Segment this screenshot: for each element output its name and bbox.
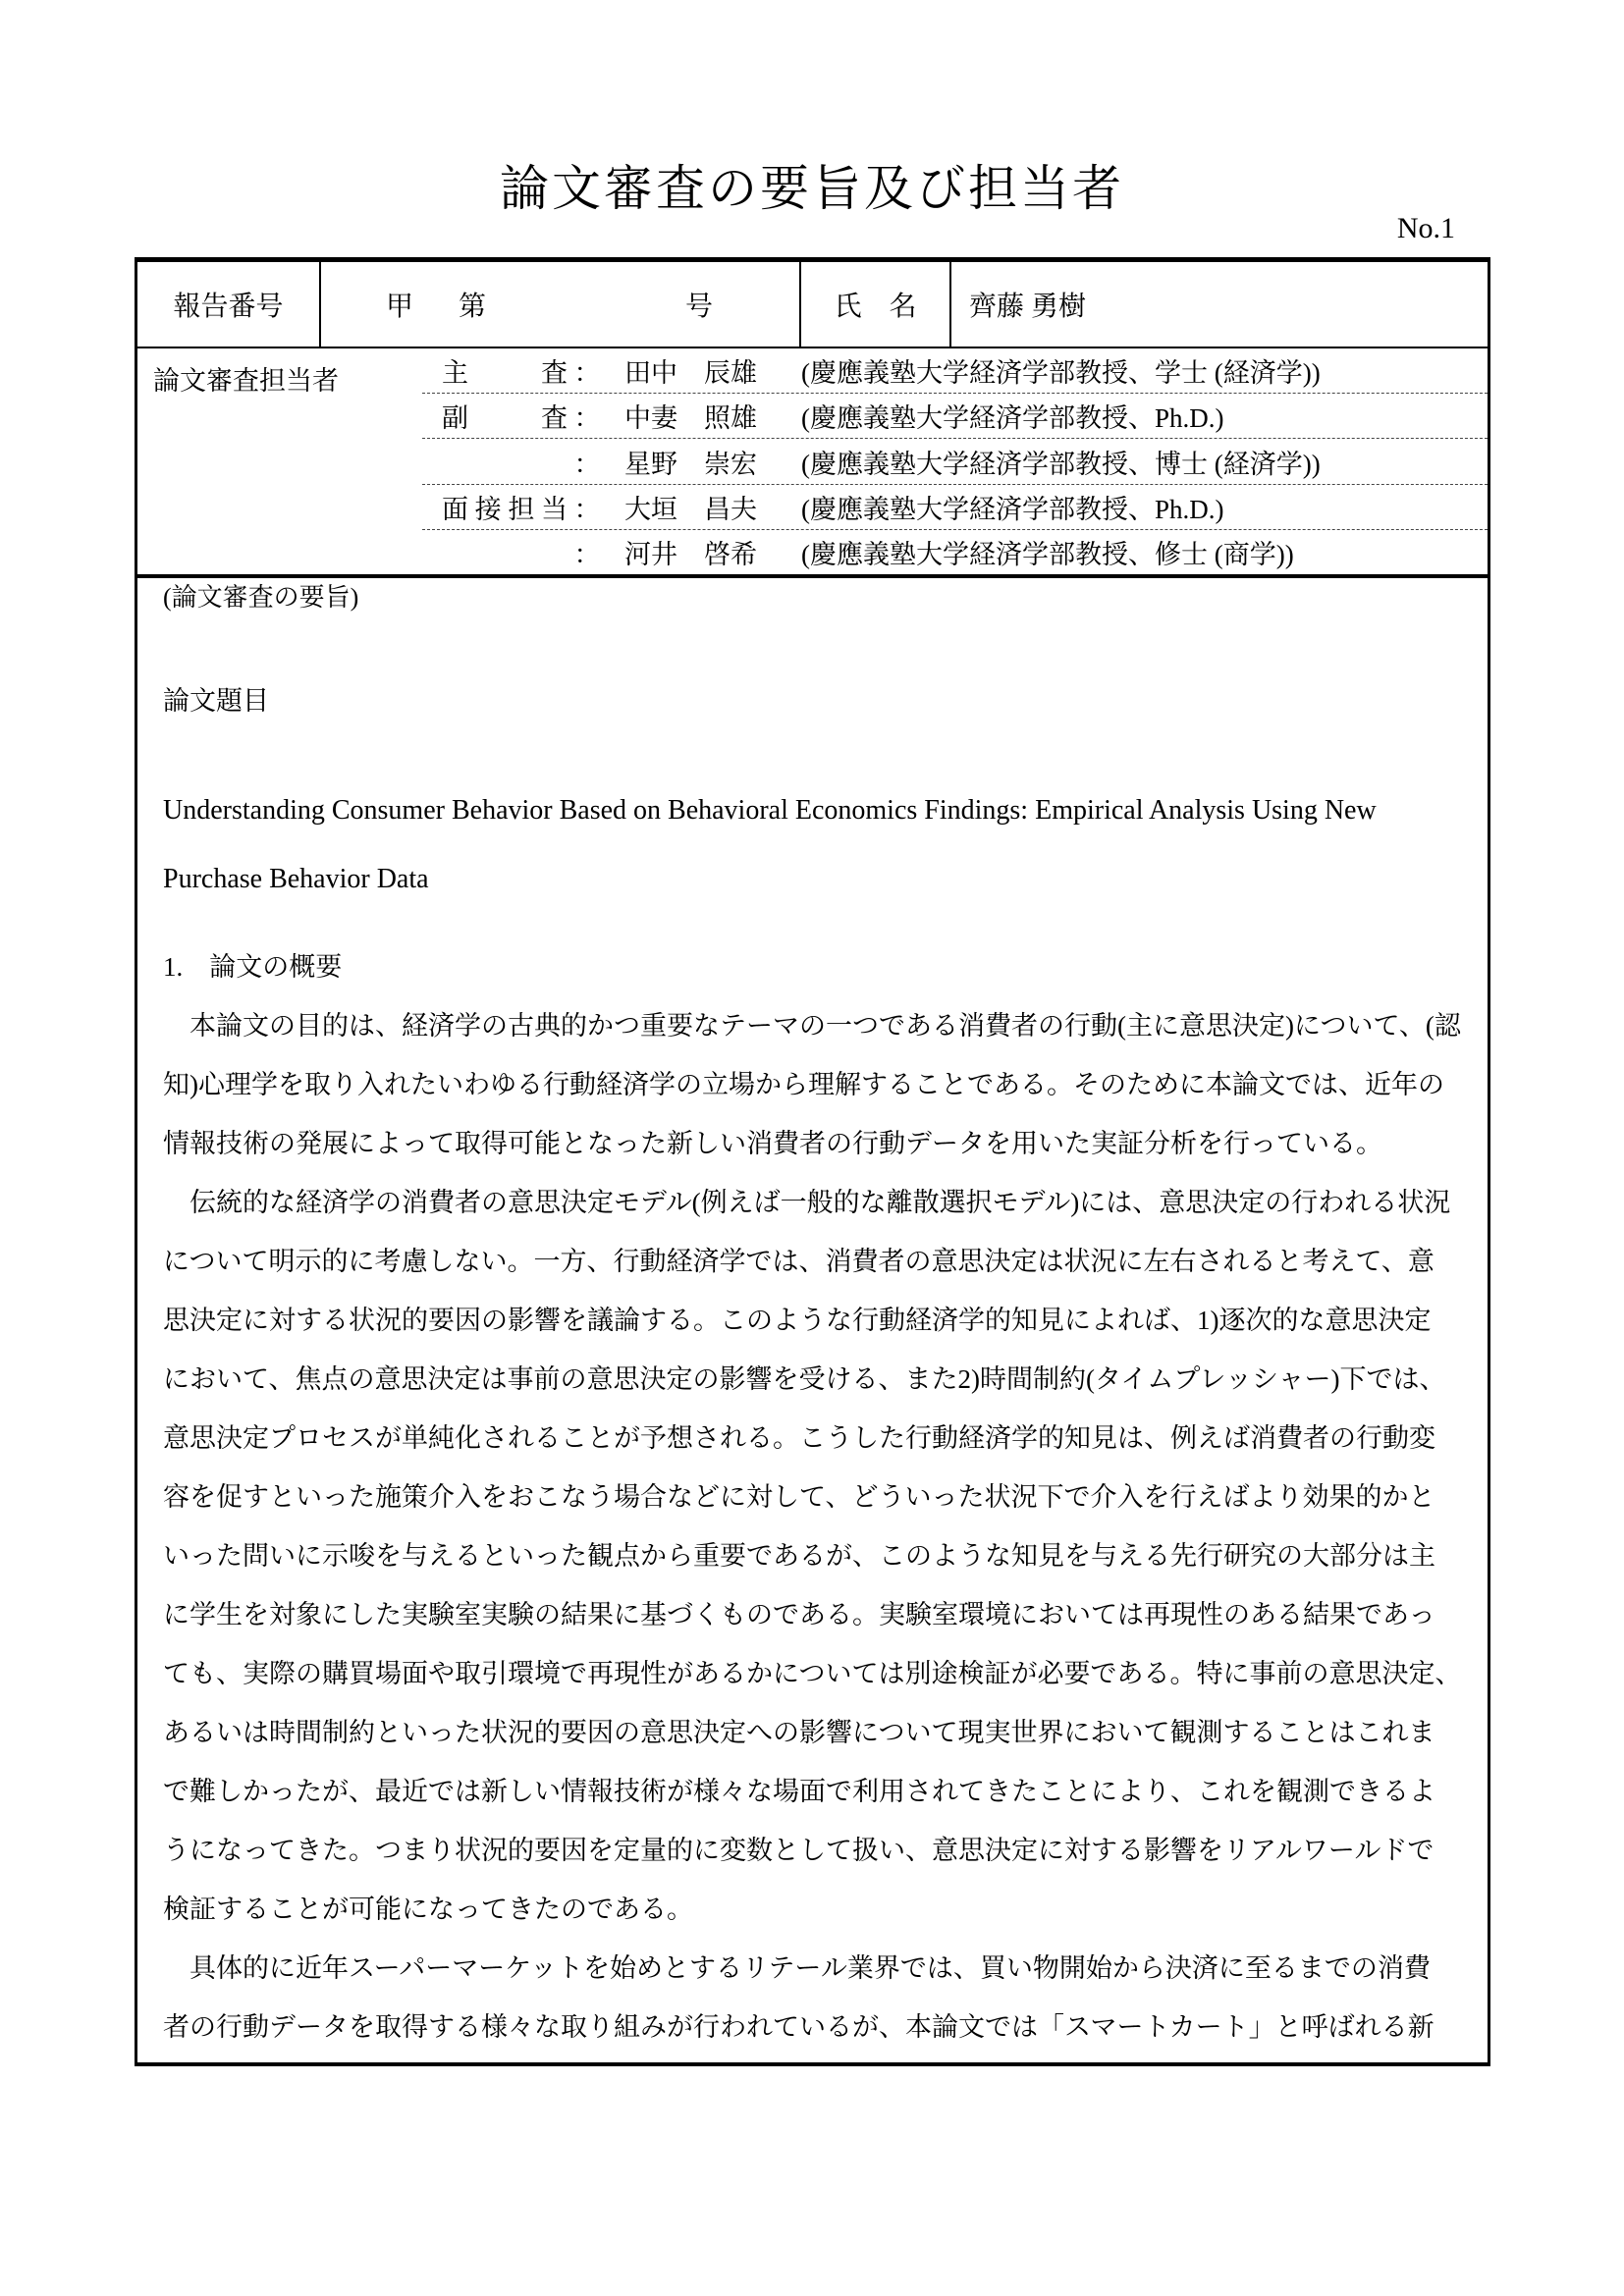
reviewer-affiliation: (慶應義塾大学経済学部教授、Ph.D.): [801, 403, 1224, 434]
reviewer-colon: ：: [573, 494, 601, 524]
body-line: 検証することが可能になってきたのである。: [163, 1895, 693, 1924]
reviewer-row: [422, 530, 1488, 574]
name-value: 齊藤 勇樹: [969, 292, 1087, 322]
reviewer-row: [422, 394, 1488, 439]
reviewer-row: [422, 439, 1488, 484]
report-number-gou: 号: [684, 292, 713, 322]
body-line: 具体的に近年スーパーマーケットを始めとするリテール業界では、買い物開始から決済に至るまでの消費: [163, 1953, 1431, 1983]
body-line: 本論文の目的は、経済学の古典的かつ重要なテーマの一つである消費者の行動(主に意思決定)について、(認: [163, 1011, 1461, 1041]
thesis-title-line: Purchase Behavior Data: [163, 864, 429, 894]
body-line: あるいは時間制約といった状況的要因の意思決定への影響について現実世界において観測することはこれま: [163, 1718, 1435, 1747]
reviewer-affiliation: (慶應義塾大学経済学部教授、修士 (商学)): [801, 539, 1294, 569]
thesis-title-line: Understanding Consumer Behavior Based on Behavioral Economics Findings: Empirical Analysis Using New: [163, 795, 1377, 826]
body-line: 知)心理学を取り入れたいわゆる行動経済学の立場から理解することである。そのために本論文では、近年の: [163, 1070, 1444, 1099]
page-title: 論文審査の要旨及び担当者: [500, 161, 1124, 216]
report-number-kou: 甲: [386, 292, 414, 322]
reviewer-affiliation: (慶應義塾大学経済学部教授、Ph.D.): [801, 494, 1224, 524]
page-number: No.1: [1396, 212, 1455, 244]
name-label: 氏 名: [801, 262, 951, 347]
reviewer-affiliation: (慶應義塾大学経済学部教授、学士 (経済学)): [801, 358, 1321, 389]
section-heading: 1. 論文の概要: [163, 952, 343, 982]
body-line: 意思決定プロセスが単純化されることが予想される。こうした行動経済学的知見は、例えば消費者の行動変: [163, 1423, 1435, 1453]
header-row: [137, 262, 1488, 348]
body-line: に学生を対象にした実験室実験の結果に基づくものである。実験室環境においては再現性のある結果であっ: [163, 1600, 1435, 1629]
reviewer-name: 星野 崇宏: [624, 449, 757, 479]
report-number-dai: 第: [459, 292, 487, 322]
body-line: いった問いに示唆を与えるといった観点から重要であるが、このような知見を与える先行研究の大部分は主: [163, 1541, 1435, 1571]
reviewers-row: [137, 348, 1488, 578]
reviewer-colon: ：: [573, 539, 601, 569]
reviewer-name: 大垣 昌夫: [624, 494, 757, 524]
body-line: において、焦点の意思決定は事前の意思決定の影響を受ける、また2)時間制約(タイムプレッシャー)下では、: [163, 1364, 1446, 1394]
reviewer-name: 田中 辰雄: [624, 358, 757, 389]
review-summary-table: [135, 257, 1490, 2066]
reviewer-name: 河井 啓希: [624, 539, 757, 569]
reviewer-affiliation: (慶應義塾大学経済学部教授、博士 (経済学)): [801, 449, 1321, 479]
thesis-title-english: [163, 776, 1466, 914]
reviewer-name: 中妻 照雄: [624, 403, 757, 434]
body-line: について明示的に考慮しない。一方、行動経済学では、消費者の意思決定は状況に左右されると考えて、意: [163, 1247, 1435, 1276]
reviewer-row: [422, 348, 1488, 394]
reviewer-colon: ：: [573, 449, 601, 479]
reviewers-label: 論文審査担当者: [153, 366, 339, 396]
reviewer-role: 面接担当: [442, 494, 568, 524]
report-number-label: 報告番号: [137, 262, 321, 347]
reviewer-row: [422, 485, 1488, 530]
thesis-title-label: 論文題目: [163, 686, 269, 716]
body-line: 者の行動データを取得する様々な取り組みが行われているが、本論文では「スマートカート」と呼ばれる新: [163, 2012, 1435, 2042]
body-line: 情報技術の発展によって取得可能となった新しい消費者の行動データを用いた実証分析を行っている。: [163, 1129, 1382, 1158]
summary-section-label: (論文審査の要旨): [163, 583, 359, 612]
reviewers-list: [422, 348, 1488, 574]
report-number-field: [321, 262, 801, 347]
body-line: うになってきた。つまり状況的要因を定量的に変数として扱い、意思決定に対する影響をリアルワールドで: [163, 1836, 1435, 1865]
body-line: 思決定に対する状況的要因の影響を議論する。このような行動経済学的知見によれば、1)逐次的な意思決定: [163, 1306, 1432, 1335]
body-line: 伝統的な経済学の消費者の意思決定モデル(例えば一般的な離散選択モデル)には、意思決定の行われる状況: [163, 1188, 1451, 1217]
body-line: 容を促すといった施策介入をおこなう場合などに対して、どういった状況下で介入を行えばより効果的かと: [163, 1482, 1435, 1512]
reviewer-colon: ：: [573, 403, 601, 434]
review-summary-body: [137, 578, 1488, 2062]
section-overview: [163, 937, 1466, 2056]
reviewer-role: 副 査: [442, 403, 568, 434]
reviewer-colon: ：: [573, 358, 601, 389]
reviewer-role: 主 査: [442, 358, 568, 389]
body-line: で難しかったが、最近では新しい情報技術が様々な場面で利用されてきたことにより、これを観測できるよ: [163, 1777, 1435, 1806]
body-line: ても、実際の購買場面や取引環境で再現性があるかについては別途検証が必要である。特に事前の意思決定、: [163, 1659, 1462, 1688]
